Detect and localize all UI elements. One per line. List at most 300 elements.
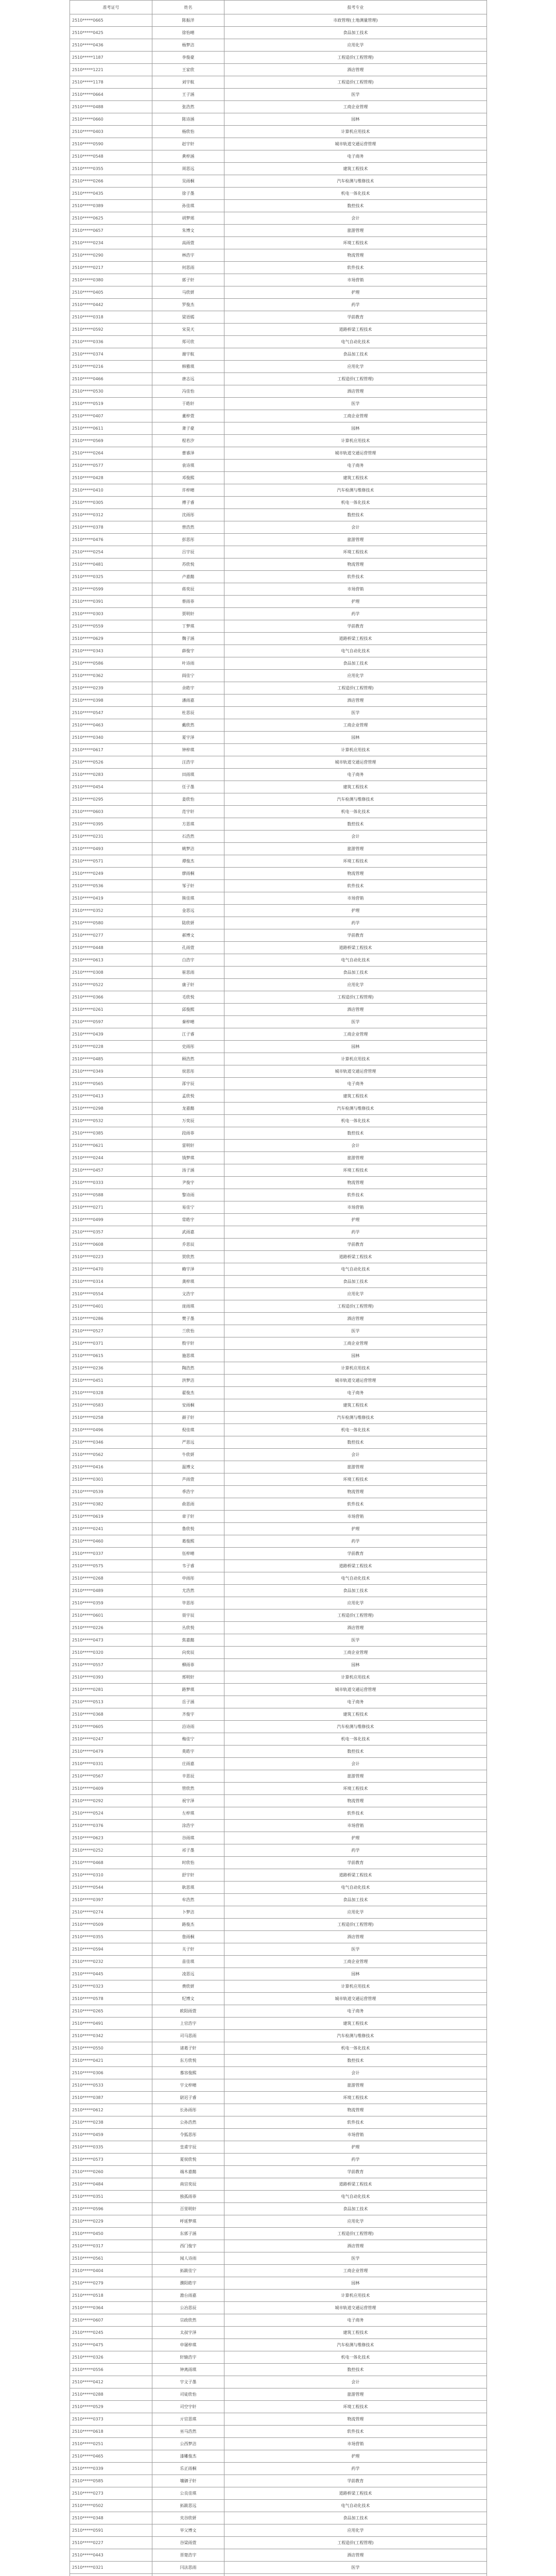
table-row: [70, 1065, 487, 1078]
exam-number-cell: 2510*****0499: [70, 1214, 152, 1226]
major-cell: 药学: [224, 1844, 487, 1857]
major-cell: 电子商务: [224, 150, 487, 163]
major-cell: 园林: [224, 732, 487, 744]
student-name-cell: 林浩宇: [152, 249, 224, 262]
major-cell: 机电一体化技术: [224, 497, 487, 509]
major-cell: 学前教育: [224, 1857, 487, 1869]
exam-number-cell: 2510*****0599: [70, 583, 152, 596]
major-cell: 医学: [224, 707, 487, 719]
table-row: [70, 2524, 487, 2537]
major-cell: 医学: [224, 1943, 487, 1956]
student-name-cell: 壤驷子轩: [152, 2475, 224, 2487]
major-cell: 电气自动化技术: [224, 2191, 487, 2203]
exam-number-cell: 2510*****0335: [70, 2141, 152, 2154]
table-row: [70, 2030, 487, 2042]
major-cell: 城市轨道交通运营管理: [224, 447, 487, 460]
student-name-cell: 路梦琪: [152, 1684, 224, 1696]
exam-number-cell: 2510*****0271: [70, 1201, 152, 1214]
exam-number-cell: 2510*****0605: [70, 1721, 152, 1733]
exam-number-cell: 2510*****0292: [70, 1795, 152, 1807]
student-name-cell: 祁子墨: [152, 1844, 224, 1857]
student-name-cell: 卜梦洁: [152, 1906, 224, 1919]
major-cell: 建筑工程技术: [224, 2327, 487, 2339]
table-row: [70, 1127, 487, 1140]
exam-number-cell: 2510*****0409: [70, 1783, 152, 1795]
table-row: [70, 1535, 487, 1548]
student-name-cell: 邱俊熙: [152, 1004, 224, 1016]
exam-number-cell: 2510*****0601: [70, 1609, 152, 1622]
table-row: [70, 2339, 487, 2351]
table-row: [70, 1968, 487, 1980]
table-row: [70, 89, 487, 101]
student-name-cell: 拓跋佳宁: [152, 2265, 224, 2277]
student-name-cell: 吕宇辰: [152, 546, 224, 558]
major-cell: 护理: [224, 1214, 487, 1226]
student-name-cell: 舒宇轩: [152, 1869, 224, 1882]
major-cell: 工程造价(工程管理): [224, 2537, 487, 2549]
table-row: [70, 1424, 487, 1436]
table-row: [70, 571, 487, 583]
table-row: [70, 868, 487, 880]
table-row: [70, 2191, 487, 2203]
major-cell: 城市轨道交通运营管理: [224, 138, 487, 150]
exam-number-cell: 2510*****0457: [70, 1164, 152, 1177]
header-major: 报考专业: [224, 1, 487, 14]
exam-number-cell: 2510*****1221: [70, 64, 152, 76]
major-cell: [224, 2574, 487, 2576]
major-cell: 市场营销: [224, 583, 487, 596]
table-row: [70, 484, 487, 497]
major-cell: 酒店管理: [224, 1313, 487, 1325]
exam-number-cell: 2510*****0252: [70, 1844, 152, 1857]
major-cell: 物流管理: [224, 2104, 487, 2116]
exam-number-cell: 2510*****0352: [70, 905, 152, 917]
student-name-cell: 乐正雨桐: [152, 2463, 224, 2475]
table-row: [70, 1980, 487, 1993]
table-row: [70, 200, 487, 212]
exam-number-cell: 2510*****0281: [70, 1684, 152, 1696]
exam-number-cell: 2510*****0317: [70, 2240, 152, 2252]
student-name-cell: 施思琪: [152, 1350, 224, 1362]
major-cell: 工商企业管理: [224, 719, 487, 732]
major-cell: 城市轨道交通运营管理: [224, 1375, 487, 1387]
exam-number-cell: 2510*****0623: [70, 1832, 152, 1844]
table-row: [70, 855, 487, 868]
major-cell: 电气自动化技术: [224, 645, 487, 657]
student-name-cell: 夹谷欣妍: [152, 2512, 224, 2524]
major-cell: 电气自动化技术: [224, 1263, 487, 1276]
student-name-cell: 关子轩: [152, 1943, 224, 1956]
exam-number-cell: 2510*****0325: [70, 571, 152, 583]
exam-number-cell: 2510*****0608: [70, 1239, 152, 1251]
student-name-cell: 司空宇轩: [152, 2401, 224, 2413]
major-cell: 数控技术: [224, 1436, 487, 1449]
student-name-cell: 苏欣悦: [152, 558, 224, 571]
table-row: [70, 1140, 487, 1152]
major-cell: 护理: [224, 1832, 487, 1844]
exam-number-cell: 2510*****0328: [70, 1387, 152, 1399]
major-cell: 会计: [224, 521, 487, 534]
student-name-cell: 陶浩然: [152, 1362, 224, 1375]
student-name-cell: 沈雨彤: [152, 509, 224, 521]
table-row: [70, 497, 487, 509]
major-cell: 电子商务: [224, 1387, 487, 1399]
exam-number-cell: [70, 2574, 152, 2576]
table-row: [70, 1300, 487, 1313]
student-name-cell: 向奕辰: [152, 1647, 224, 1659]
exam-number-cell: 2510*****0290: [70, 249, 152, 262]
table-row: [70, 608, 487, 620]
table-row: [70, 2116, 487, 2129]
table-row: [70, 126, 487, 138]
student-name-cell: 安雨桐: [152, 1399, 224, 1412]
table-row: [70, 1350, 487, 1362]
student-name-cell: 拓跋思远: [152, 2500, 224, 2512]
major-cell: 应用化学: [224, 361, 487, 373]
major-cell: 药学: [224, 608, 487, 620]
student-name-cell: 邓俊熙: [152, 472, 224, 484]
header-row: [70, 1, 487, 14]
exam-number-cell: 2510*****0340: [70, 732, 152, 744]
major-cell: 园林: [224, 1350, 487, 1362]
major-cell: 市场营销: [224, 1201, 487, 1214]
student-name-cell: 阎佳宁: [152, 670, 224, 682]
exam-number-cell: 2510*****0547: [70, 707, 152, 719]
table-row: [70, 1795, 487, 1807]
student-name-cell: 轩辕浩宇: [152, 2351, 224, 2364]
major-cell: 计算机应用技术: [224, 1053, 487, 1065]
table-row: [70, 645, 487, 657]
student-name-cell: 洪梦洁: [152, 1375, 224, 1387]
exam-number-cell: 2510*****0451: [70, 1375, 152, 1387]
table-row: [70, 1041, 487, 1053]
table-row: [70, 1857, 487, 1869]
table-row: [70, 1078, 487, 1090]
exam-number-cell: 2510*****0619: [70, 1511, 152, 1523]
exam-number-cell: 2510*****0468: [70, 1857, 152, 1869]
major-cell: 工商企业管理: [224, 1337, 487, 1350]
major-cell: 电气自动化技术: [224, 1882, 487, 1894]
student-name-cell: 季浩宇: [152, 1486, 224, 1498]
exam-number-cell: 2510*****0660: [70, 113, 152, 126]
exam-number-cell: 2510*****0466: [70, 373, 152, 385]
major-cell: 数控技术: [224, 818, 487, 831]
student-name-cell: 马欣妍: [152, 286, 224, 299]
table-row: [70, 1659, 487, 1671]
table-row: [70, 2364, 487, 2376]
student-name-cell: 陆欣妍: [152, 917, 224, 929]
student-name-cell: 蒋奕辰: [152, 583, 224, 596]
table-row: [70, 1177, 487, 1189]
major-cell: 道路桥梁工程技术: [224, 1560, 487, 1572]
exam-number-cell: 2510*****0283: [70, 769, 152, 781]
major-cell: 药学: [224, 299, 487, 311]
exam-number-cell: 2510*****0318: [70, 311, 152, 324]
student-name-cell: 崔思雨: [152, 967, 224, 979]
student-name-cell: 程若汐: [152, 435, 224, 447]
student-name-cell: 杜思辰: [152, 707, 224, 719]
major-cell: 应用化学: [224, 1906, 487, 1919]
student-name-cell: 南宫奕辰: [152, 2178, 224, 2191]
major-cell: 酒店管理: [224, 2240, 487, 2252]
table-row: [70, 274, 487, 286]
major-cell: 会计: [224, 1758, 487, 1770]
student-name-cell: 唐志远: [152, 373, 224, 385]
exam-number-cell: 2510*****0306: [70, 2067, 152, 2079]
table-row: [70, 2154, 487, 2166]
table-row: [70, 967, 487, 979]
table-row: [70, 1770, 487, 1783]
exam-number-cell: 2510*****0519: [70, 398, 152, 410]
table-row: [70, 1189, 487, 1201]
exam-number-cell: 2510*****0277: [70, 929, 152, 942]
major-cell: 食品加工技术: [224, 2203, 487, 2215]
major-cell: 旅游管理: [224, 2388, 487, 2401]
major-cell: 城市轨道交通运营管理: [224, 1993, 487, 2005]
major-cell: 应用化学: [224, 670, 487, 682]
student-name-cell: 欧阳雨萱: [152, 2005, 224, 2018]
student-name-cell: 段雨菲: [152, 1127, 224, 1140]
student-name-cell: 任子墨: [152, 781, 224, 793]
student-name-cell: 金思远: [152, 905, 224, 917]
table-row: [70, 843, 487, 855]
table-row: [70, 472, 487, 484]
exam-number-cell: 2510*****0518: [70, 2290, 152, 2302]
table-row: [70, 1288, 487, 1300]
student-name-cell: 白浩宇: [152, 954, 224, 967]
exam-number-cell: 2510*****0410: [70, 484, 152, 497]
exam-number-cell: 2510*****0366: [70, 991, 152, 1004]
exam-number-cell: 2510*****0351: [70, 2191, 152, 2203]
exam-number-cell: 2510*****0355: [70, 1931, 152, 1943]
exam-number-cell: 2510*****0465: [70, 2450, 152, 2463]
exam-number-cell: 2510*****0343: [70, 645, 152, 657]
exam-number-cell: 2510*****0385: [70, 1127, 152, 1140]
major-cell: 市场营销: [224, 892, 487, 905]
table-row: [70, 1436, 487, 1449]
table-row: [70, 2042, 487, 2055]
major-cell: 环境工程技术: [224, 546, 487, 558]
major-cell: 环境工程技术: [224, 1164, 487, 1177]
student-name-cell: 胡梦瑶: [152, 212, 224, 225]
student-name-cell: 王子涵: [152, 89, 224, 101]
major-cell: 软件技术: [224, 2116, 487, 2129]
exam-number-cell: 2510*****0603: [70, 806, 152, 818]
table-row: [70, 1313, 487, 1325]
table-row: [70, 880, 487, 892]
header-name: 姓名: [152, 1, 224, 14]
exam-number-cell: 2510*****0398: [70, 694, 152, 707]
exam-number-cell: 2510*****0575: [70, 1560, 152, 1572]
major-cell: 建筑工程技术: [224, 1399, 487, 1412]
table-row: [70, 818, 487, 831]
exam-number-cell: 2510*****0629: [70, 633, 152, 645]
student-name-cell: 沿诗雨: [152, 1721, 224, 1733]
exam-number-cell: 2510*****0502: [70, 2500, 152, 2512]
student-name-cell: 赵宇轩: [152, 138, 224, 150]
major-cell: 园林: [224, 113, 487, 126]
student-name-cell: 焦嘉懿: [152, 1634, 224, 1647]
exam-number-cell: 2510*****0303: [70, 608, 152, 620]
exam-number-cell: 2510*****0489: [70, 1585, 152, 1597]
major-cell: 数控技术: [224, 1127, 487, 1140]
major-cell: 应用化学: [224, 1288, 487, 1300]
table-row: [70, 942, 487, 954]
major-cell: 计算机应用技术: [224, 126, 487, 138]
table-row: [70, 831, 487, 843]
exam-number-cell: 2510*****0481: [70, 558, 152, 571]
student-name-cell: 端木嘉懿: [152, 2166, 224, 2178]
table-row: [70, 732, 487, 744]
exam-number-cell: 2510*****0397: [70, 1894, 152, 1906]
major-cell: 酒店管理: [224, 2549, 487, 2562]
major-cell: 医学: [224, 1325, 487, 1337]
table-row: [70, 2413, 487, 2426]
table-row: [70, 2512, 487, 2524]
exam-number-cell: 2510*****0473: [70, 1634, 152, 1647]
major-cell: 机电一体化技术: [224, 2351, 487, 2364]
major-cell: 园林: [224, 422, 487, 435]
student-name-cell: 东方欣悦: [152, 2055, 224, 2067]
exam-number-cell: 2510*****0346: [70, 1436, 152, 1449]
student-name-cell: 彭思彤: [152, 534, 224, 546]
student-name-cell: 宰父博文: [152, 2524, 224, 2537]
major-cell: 市场营销: [224, 1820, 487, 1832]
student-name-cell: 余皓宇: [152, 682, 224, 694]
exam-number-cell: 2510*****0378: [70, 521, 152, 534]
exam-number-cell: 2510*****0617: [70, 744, 152, 756]
table-row: [70, 398, 487, 410]
student-name-cell: 慕容俊熙: [152, 2067, 224, 2079]
student-name-cell: 江子睿: [152, 1028, 224, 1041]
table-row: [70, 521, 487, 534]
table-row: [70, 1548, 487, 1560]
table-row: [70, 1214, 487, 1226]
major-cell: 电子商务: [224, 769, 487, 781]
table-row: [70, 1894, 487, 1906]
major-cell: 汽车检测与维修技术: [224, 175, 487, 188]
exam-number-cell: 2510*****0565: [70, 1078, 152, 1090]
table-row: [70, 2104, 487, 2116]
student-name-cell: 樊子墨: [152, 1313, 224, 1325]
student-name-cell: 赖宇泽: [152, 1263, 224, 1276]
exam-number-cell: 2510*****0348: [70, 2512, 152, 2524]
major-cell: 园林: [224, 1041, 487, 1053]
student-name-cell: 冯佳怡: [152, 385, 224, 398]
student-name-cell: 皇甫宇辰: [152, 2141, 224, 2154]
major-cell: 软件技术: [224, 880, 487, 892]
exam-number-cell: 2510*****0459: [70, 2129, 152, 2141]
exam-number-cell: 2510*****0526: [70, 756, 152, 769]
major-cell: 物流管理: [224, 558, 487, 571]
student-name-cell: 夏宇泽: [152, 732, 224, 744]
student-name-cell: 呼延梦琪: [152, 2215, 224, 2228]
exam-number-cell: 2510*****0371: [70, 1337, 152, 1350]
major-cell: 环境工程技术: [224, 2092, 487, 2104]
exam-number-cell: 2510*****0445: [70, 1968, 152, 1980]
student-name-cell: 黎诗雨: [152, 1189, 224, 1201]
student-name-cell: 费欣妍: [152, 1980, 224, 1993]
student-name-cell: 左梓琪: [152, 1807, 224, 1820]
major-cell: 医学: [224, 89, 487, 101]
major-cell: 学前教育: [224, 2475, 487, 2487]
student-name-cell: 纪博文: [152, 1993, 224, 2005]
major-cell: 药学: [224, 1226, 487, 1239]
table-row: [70, 150, 487, 163]
student-name-cell: 石浩然: [152, 831, 224, 843]
table-row: [70, 113, 487, 126]
exam-number-cell: 2510*****0337: [70, 1548, 152, 1560]
student-name-cell: 詹雨桐: [152, 1931, 224, 1943]
major-cell: 护理: [224, 2141, 487, 2154]
exam-number-cell: 2510*****0288: [70, 2388, 152, 2401]
student-name-cell: 管欣然: [152, 1783, 224, 1795]
table-row: [70, 1164, 487, 1177]
student-name-cell: 杨梦洁: [152, 39, 224, 52]
major-cell: 计算机应用技术: [224, 1362, 487, 1375]
student-name-cell: 田雨琪: [152, 769, 224, 781]
table-row: [70, 917, 487, 929]
table-row: [70, 64, 487, 76]
student-name-cell: 太叔宇泽: [152, 2327, 224, 2339]
table-row: [70, 2327, 487, 2339]
student-name-cell: 钟离雨琪: [152, 2364, 224, 2376]
student-name-cell: 公西梦洁: [152, 2438, 224, 2450]
table-row: [70, 2450, 487, 2463]
major-cell: 旅游管理: [224, 1152, 487, 1164]
table-row: [70, 2141, 487, 2154]
major-cell: 药学: [224, 2463, 487, 2475]
major-cell: 数控技术: [224, 2055, 487, 2067]
exam-number-cell: 2510*****0236: [70, 1362, 152, 1375]
major-cell: 软件技术: [224, 262, 487, 274]
major-cell: 机电一体化技术: [224, 1115, 487, 1127]
table-row: [70, 2252, 487, 2265]
exam-number-cell: 2510*****0588: [70, 1189, 152, 1201]
student-name-cell: 郝博文: [152, 929, 224, 942]
table-row: [70, 2067, 487, 2079]
table-row: [70, 1647, 487, 1659]
exam-number-cell: 2510*****0359: [70, 1597, 152, 1609]
exam-number-cell: 2510*****0376: [70, 1820, 152, 1832]
exam-number-cell: 2510*****0421: [70, 2055, 152, 2067]
table-row: [70, 1337, 487, 1350]
student-name-cell: 龚梓琪: [152, 1276, 224, 1288]
major-cell: 物流管理: [224, 868, 487, 880]
student-name-cell: 齐俊宇: [152, 1708, 224, 1721]
exam-number-cell: 2510*****0279: [70, 2277, 152, 2290]
major-cell: 工商企业管理: [224, 1647, 487, 1659]
exam-number-cell: 2510*****0310: [70, 1869, 152, 1882]
student-name-cell: 毛欣悦: [152, 991, 224, 1004]
major-cell: 市场营销: [224, 2438, 487, 2450]
student-name-cell: 傅子睿: [152, 497, 224, 509]
major-cell: 汽车检测与维修技术: [224, 484, 487, 497]
table-row: [70, 756, 487, 769]
student-name-cell: 陈诗涵: [152, 113, 224, 126]
table-row: [70, 212, 487, 225]
exam-number-cell: 2510*****0314: [70, 1276, 152, 1288]
major-cell: 城市轨道交通运营管理: [224, 2302, 487, 2314]
exam-number-cell: 2510*****0368: [70, 1708, 152, 1721]
exam-number-cell: 2510*****0488: [70, 101, 152, 113]
student-name-cell: 庄雨嘉: [152, 1758, 224, 1770]
exam-number-cell: 2510*****0527: [70, 1325, 152, 1337]
major-cell: 应用化学: [224, 979, 487, 991]
student-name-cell: 鲁欣悦: [152, 1523, 224, 1535]
exam-number-cell: 2510*****0657: [70, 225, 152, 237]
student-name-cell: 翟俊杰: [152, 1387, 224, 1399]
